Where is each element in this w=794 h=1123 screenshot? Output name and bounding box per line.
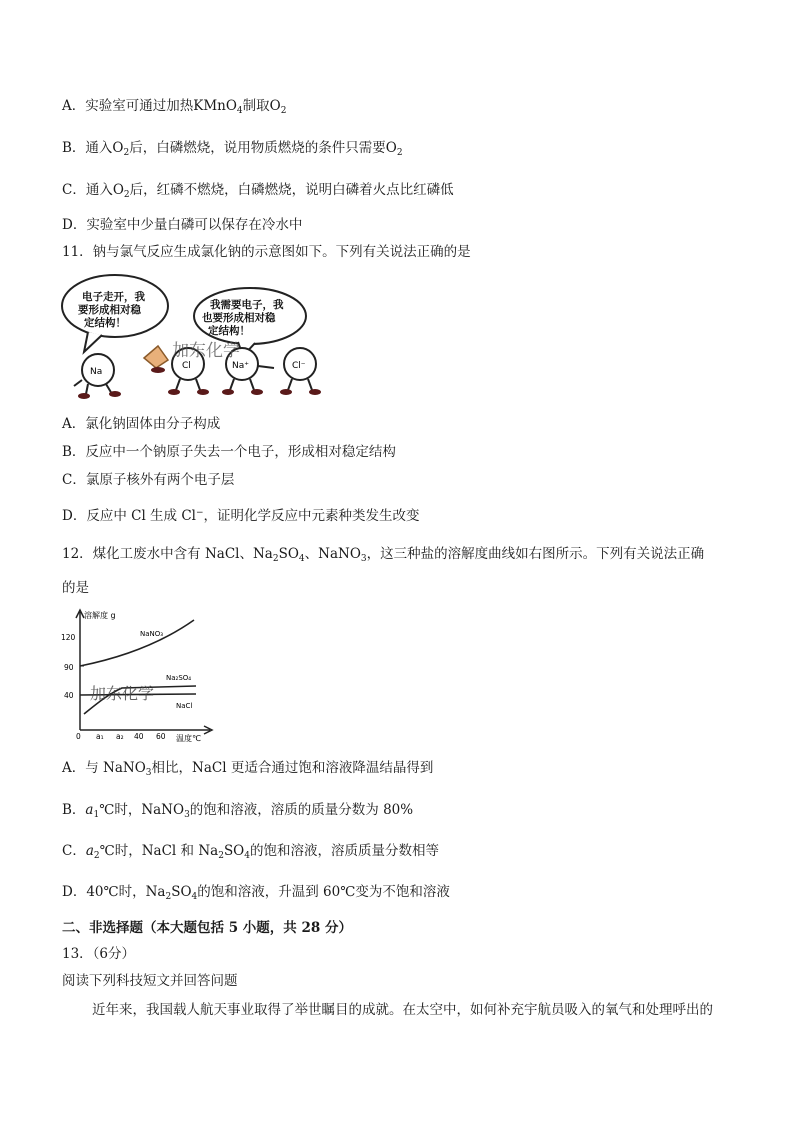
x-tick: 0 [76,732,81,741]
q10-option-a: A．实验室可通过加热KMnO$_4$制取$O_2$ [62,98,287,116]
q12-stem-line1: 12．煤化工废水中含有 NaCl、$Na_2SO_4$、NaNO$_3$，这三种盐的溶解度曲线如右图所示。下列有关说法正确 [62,546,705,564]
nacl-label: NaCl [176,702,193,710]
watermark: 加东化学 [90,684,155,703]
q12-option-b: B．$a_1℃$时，NaNO$_3$的饱和溶液，溶质的质量分数为 80% [62,802,414,820]
svg-text:Cl⁻: Cl⁻ [292,361,306,371]
y-axis-label: 溶解度 g [84,611,116,620]
bubble-right-line3: 定结构！ [208,325,250,337]
section-heading: 二、非选择题（本大题包括 5 小题，共 28 分） [62,920,352,936]
q10-option-c: C．通入$O_2$后，红磷不燃烧，白磷燃烧，说明白磷着火点比红磷低 [62,182,454,200]
x-axis-label: 温度℃ [176,734,201,743]
q11-option-c: C．氯原子核外有两个电子层 [62,472,235,488]
q11-stem: 11．钠与氯气反应生成氯化钠的示意图如下。下列有关说法正确的是 [62,244,471,260]
svg-text:Na: Na [90,367,103,377]
y-tick: 90 [64,663,74,672]
q12-option-c: C．$a_2℃$时，NaCl 和 $Na_2SO_4$的饱和溶液，溶质质量分数相等 [62,843,439,861]
bubble-right-line1: 我需要电子，我 [210,299,284,311]
y-tick: 120 [61,633,76,642]
bubble-left-line1: 电子走开，我 [82,291,145,303]
q11-option-b: B．反应中一个钠原子失去一个电子，形成相对稳定结构 [62,444,396,460]
y-tick: 40 [64,691,74,700]
sodium-atom-character [74,354,121,399]
q13-number: 13．（6分） [62,946,136,962]
bubble-left-line2: 要形成相对稳 [78,304,141,316]
electron-figure [144,346,168,368]
bubble-right-line2: 也要形成相对稳 [202,312,276,324]
x-tick: a₂ [116,732,124,741]
chloride-ion-character [280,348,321,395]
q12-option-a: A．与 NaNO$_3$相比，NaCl 更适合通过饱和溶液降温结晶得到 [62,760,434,778]
nano3-label: NaNO₃ [140,630,164,638]
solubility-chart [60,606,220,746]
q11-figure [60,272,340,402]
x-tick: 60 [156,732,166,741]
nano3-curve [80,620,194,666]
q12-option-d: D．40℃时，$Na_2SO_4$的饱和溶液，升温到 60℃变为不饱和溶液 [62,884,450,902]
bubble-left-line3: 定结构！ [84,317,126,329]
x-tick: 40 [134,732,144,741]
q12-stem-line2: 的是 [62,580,89,596]
na2so4-label: Na₂SO₄ [166,674,192,682]
svg-text:Cl: Cl [182,361,191,371]
q13-intro: 阅读下列科技短文并回答问题 [62,973,238,989]
x-tick: a₁ [96,732,104,741]
q11-option-d: D．反应中 Cl 生成 Cl−，证明化学反应中元素种类发生改变 [62,508,420,524]
q10-option-d: D．实验室中少量白磷可以保存在冷水中 [62,217,303,233]
q10-option-b: B．通入$O_2$后，白磷燃烧，说用物质燃烧的条件只需要$O_2$ [62,140,403,158]
watermark: 加东化学 [172,341,240,361]
q13-paragraph: 近年来，我国载人航天事业取得了举世瞩目的成就。在太空中，如何补充宇航员吸入的氧气和处理呼出的 [92,1002,713,1018]
svg-text:Na⁺: Na⁺ [232,361,249,371]
q11-option-a: A．氯化钠固体由分子构成 [62,416,221,432]
